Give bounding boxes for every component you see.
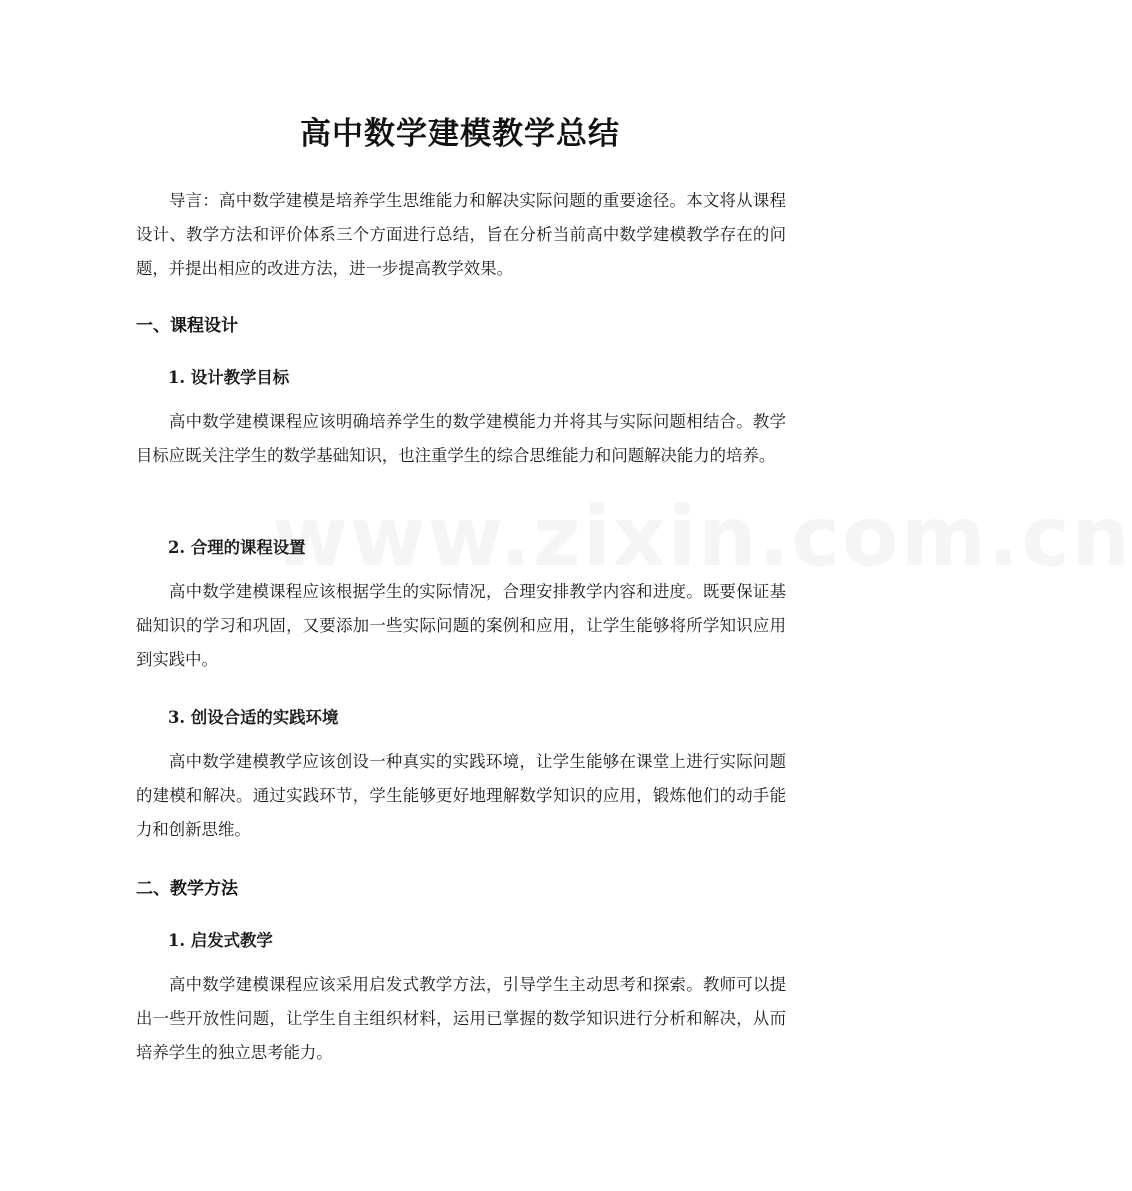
watermark-text: www.zixin.com.cn xyxy=(272,490,1132,585)
subsection-heading-course-setup: 2. 合理的课程设置 xyxy=(168,538,306,557)
subsection-body-teaching-goals: 高中数学建模课程应该明确培养学生的数学建模能力并将其与实际问题相结合。教学目标应既关注学生的数学基础知识，也注重学生的综合思维能力和问题解决能力的培养。 xyxy=(136,412,786,465)
section-heading-teaching-methods: 二、教学方法 xyxy=(136,879,238,899)
subsection-heading-practice-env: 3. 创设合适的实践环境 xyxy=(168,708,339,727)
subsection-body-practice-env: 高中数学建模教学应该创设一种真实的实践环境，让学生能够在课堂上进行实际问题的建模和解决。通过实践环节，学生能够更好地理解数学知识的应用，锻炼他们的动手能力和创新思维。 xyxy=(136,752,786,839)
subsection-body-heuristic: 高中数学建模课程应该采用启发式教学方法，引导学生主动思考和探索。教师可以提出一些开放性问题，让学生自主组织材料，运用已掌握的数学知识进行分析和解决，从而培养学生的独立思考能力。 xyxy=(136,975,786,1062)
subsection-body-course-setup: 高中数学建模课程应该根据学生的实际情况，合理安排教学内容和进度。既要保证基础知识的学习和巩固，又要添加一些实际问题的案例和应用，让学生能够将所学知识应用到实践中。 xyxy=(136,582,786,669)
section-heading-course-design: 一、课程设计 xyxy=(136,316,238,336)
page-title: 高中数学建模教学总结 xyxy=(300,116,620,152)
subsection-heading-teaching-goals: 1. 设计教学目标 xyxy=(168,368,290,387)
subsection-heading-heuristic: 1. 启发式教学 xyxy=(168,931,273,950)
intro-paragraph: 导言：高中数学建模是培养学生思维能力和解决实际问题的重要途径。本文将从课程设计、教学方法和评价体系三个方面进行总结，旨在分析当前高中数学建模教学存在的问题，并提出相应的改进方法，进一步提高教学效果。 xyxy=(136,191,786,278)
